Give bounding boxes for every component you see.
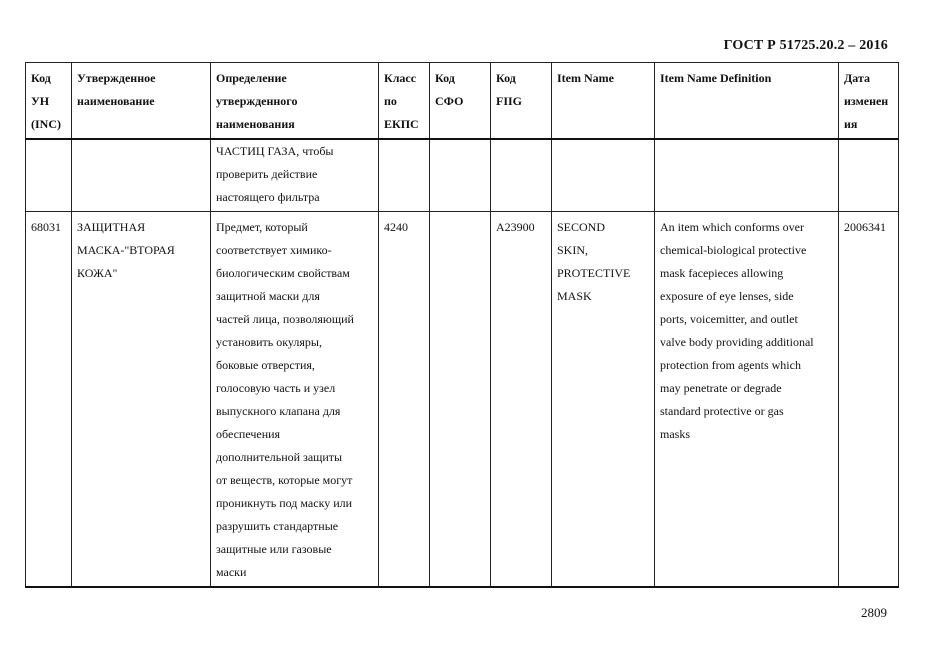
table-cell-item-name (552, 212, 655, 588)
column-header-approved (72, 63, 211, 140)
cell-text-line: may penetrate or degrade (660, 381, 782, 395)
column-header-line: ия (844, 117, 858, 131)
table-cell-approved (72, 139, 211, 212)
cell-text-line: standard protective or gas (660, 404, 784, 418)
cell-text-line: голосовую часть и узел (216, 381, 336, 395)
cell-text-line: An item which conforms over (660, 220, 804, 234)
cell-text-line: боковые отверстия, (216, 358, 315, 372)
table-row (26, 139, 899, 212)
column-header-ekps (379, 63, 430, 140)
cell-text-line: exposure of eye lenses, side (660, 289, 794, 303)
cell-text-line: 4240 (384, 220, 408, 234)
cell-text-line: MASK (557, 289, 592, 303)
table-cell-item-def (655, 212, 839, 588)
cell-text-line: mask facepieces allowing (660, 266, 784, 280)
table-cell-approved (72, 212, 211, 588)
cell-text-line: проникнуть под маску или (216, 496, 353, 510)
cell-text-line: 2006341 (844, 220, 886, 234)
column-header-line: СФО (435, 94, 464, 108)
cell-text-line: PROTECTIVE (557, 266, 631, 280)
cell-text-line: Предмет, который (216, 220, 308, 234)
table-cell-sfo (430, 139, 491, 212)
column-header-line: УН (31, 94, 50, 108)
column-header-line: изменен (844, 94, 889, 108)
cell-text-line: защитные или газовые (216, 542, 332, 556)
column-header-line: Item Name Definition (660, 71, 772, 85)
column-header-line: (INC) (31, 117, 61, 131)
table-cell-fiig (491, 139, 552, 212)
cell-text-line: установить окуляры, (216, 335, 322, 349)
table-body (26, 139, 899, 587)
cell-text-line: valve body providing additional (660, 335, 814, 349)
cell-text-line: protection from agents which (660, 358, 801, 372)
cell-text-line: chemical-biological protective (660, 243, 807, 257)
table-cell-ekps (379, 139, 430, 212)
cell-text-line: SKIN, (557, 243, 589, 257)
column-header-sfo (430, 63, 491, 140)
cell-text-line: проверить действие (216, 167, 318, 181)
column-header-item-def (655, 63, 839, 140)
table-cell-fiig (491, 212, 552, 588)
table-cell-date (839, 212, 899, 588)
cell-text-line: соответствует химико- (216, 243, 332, 257)
column-header-line: утвержденного (216, 94, 298, 108)
column-header-item-name (552, 63, 655, 140)
document-standard-header: ГОСТ Р 51725.20.2 – 2016 (723, 38, 888, 53)
column-header-line: ЕКПС (384, 117, 419, 131)
table-cell-date (839, 139, 899, 212)
cell-text-line: МАСКА-"ВТОРАЯ (77, 243, 175, 257)
page-number: 2809 (861, 605, 887, 620)
cell-text-line: маски (216, 565, 247, 579)
column-header-line: Дата (844, 71, 870, 85)
table-cell-inc (26, 139, 72, 212)
column-header-date (839, 63, 899, 140)
column-header-line: по (384, 94, 397, 108)
cell-text-line: от веществ, которые могут (216, 473, 353, 487)
column-header-line: Класс (384, 71, 417, 85)
cell-text-line: разрушить стандартные (216, 519, 339, 533)
cell-text-line: ЧАСТИЦ ГАЗА, чтобы (216, 144, 334, 158)
cell-text-line: защитной маски для (216, 289, 320, 303)
cell-text-line: A23900 (496, 220, 535, 234)
column-header-line: наименования (216, 117, 295, 131)
table-cell-definition (211, 139, 379, 212)
nomenclature-table (25, 62, 899, 588)
cell-text-line: 68031 (31, 220, 61, 234)
table-cell-item-def (655, 139, 839, 212)
column-header-line: Утвержденное (77, 71, 156, 85)
cell-text-line: дополнительной защиты (216, 450, 343, 464)
table-cell-item-name (552, 139, 655, 212)
column-header-line: Код (31, 71, 51, 85)
column-header-line: Item Name (557, 71, 614, 85)
column-header-fiig (491, 63, 552, 140)
column-header-line: Код (435, 71, 455, 85)
cell-text-line: КОЖА" (77, 266, 118, 280)
table-cell-definition (211, 212, 379, 588)
cell-text-line: частей лица, позволяющий (216, 312, 354, 326)
cell-text-line: биологическим свойствам (216, 266, 350, 280)
table-cell-inc (26, 212, 72, 588)
cell-text-line: ЗАЩИТНАЯ (77, 220, 146, 234)
cell-text-line: выпускного клапана для (216, 404, 341, 418)
cell-text-line: SECOND (557, 220, 606, 234)
cell-text-line: ports, voicemitter, and outlet (660, 312, 798, 326)
cell-text-line: masks (660, 427, 690, 441)
column-header-line: FIIG (496, 94, 523, 108)
cell-text-line: настоящего фильтра (216, 190, 320, 204)
column-header-definition (211, 63, 379, 140)
column-header-line: Определение (216, 71, 287, 85)
table-cell-ekps (379, 212, 430, 588)
column-header-inc (26, 63, 72, 140)
table-header-row (26, 63, 899, 140)
column-header-line: наименование (77, 94, 155, 108)
column-header-line: Код (496, 71, 516, 85)
table-row (26, 212, 899, 588)
cell-text-line: обеспечения (216, 427, 281, 441)
table-cell-sfo (430, 212, 491, 588)
